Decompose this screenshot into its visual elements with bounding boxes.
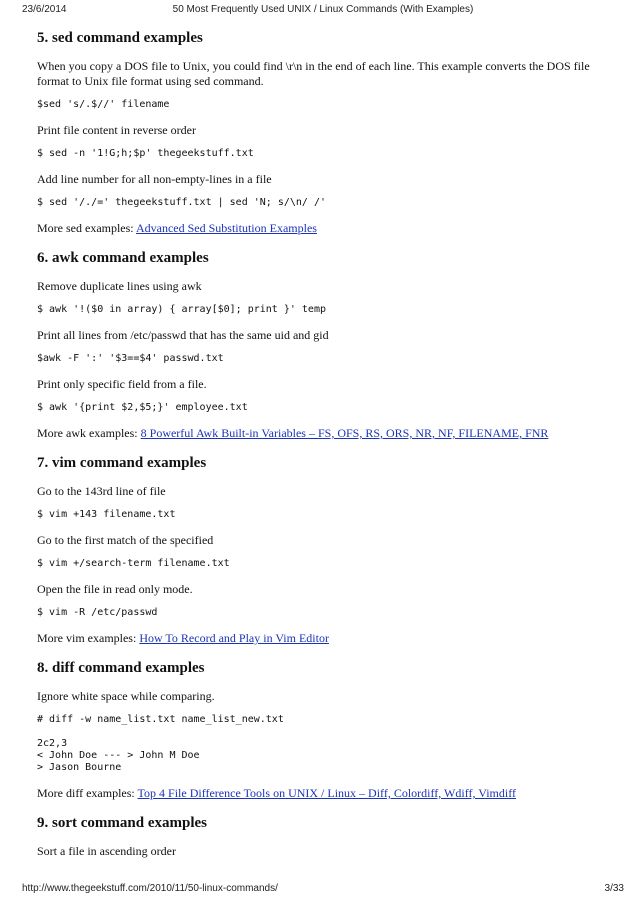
article-link[interactable]: Advanced Sed Substitution Examples [135, 221, 317, 235]
article-link[interactable]: Top 4 File Difference Tools on UNIX / Linux – Diff, Colordiff, Wdiff, Vimdiff [137, 786, 516, 800]
code-block: $ vim -R /etc/passwd [37, 607, 158, 618]
more-examples-line [37, 786, 608, 801]
header-date: 23/6/2014 [22, 4, 67, 15]
paragraph: Sort a file in ascending order [37, 844, 176, 858]
paragraph: Go to the first match of the specified [37, 533, 214, 547]
paragraph: Print only specific field from a file. [37, 377, 207, 391]
section-heading: 5. sed command examples [37, 30, 203, 46]
more-examples-line [37, 631, 608, 646]
article-link[interactable]: 8 Powerful Awk Built-in Variables – FS, OFS, RS, ORS, NR, NF, FILENAME, FNR [140, 426, 549, 440]
more-examples-label: More sed examples: [37, 221, 136, 235]
footer-url[interactable]: http://www.thegeekstuff.com/2010/11/50-linux-commands/ [22, 883, 278, 894]
paragraph: Remove duplicate lines using awk [37, 279, 202, 293]
code-block: $ awk '{print $2,$5;}' employee.txt [37, 402, 248, 413]
code-block: $ vim +/search-term filename.txt [37, 558, 230, 569]
paragraph: When you copy a DOS file to Unix, you could find \r\n in the end of each line. This example converts the DOS file format to Unix file format using sed command. [37, 59, 590, 88]
article-content [37, 30, 608, 869]
code-block: $ sed '/./=' thegeekstuff.txt | sed 'N; s/\n/ /' [37, 197, 326, 208]
code-block: $sed 's/.$//' filename [37, 99, 170, 110]
paragraph: Print all lines from /etc/passwd that has the same uid and gid [37, 328, 329, 342]
code-block: $ vim +143 filename.txt [37, 509, 176, 520]
more-examples-line [37, 426, 608, 441]
paragraph: Open the file in read only mode. [37, 582, 193, 596]
code-block: # diff -w name_list.txt name_list_new.txt 2c2,3 < John Doe --- > John M Doe > Jason Bourne [37, 714, 284, 773]
code-block: $ sed -n '1!G;h;$p' thegeekstuff.txt [37, 148, 254, 159]
page-header [22, 4, 624, 18]
section-heading: 9. sort command examples [37, 815, 207, 831]
article-link[interactable]: How To Record and Play in Vim Editor [139, 631, 329, 645]
header-title: 50 Most Frequently Used UNIX / Linux Commands (With Examples) [172, 4, 474, 15]
paragraph: Ignore white space while comparing. [37, 689, 215, 703]
more-examples-label: More diff examples: [37, 786, 138, 800]
more-examples-label: More vim examples: [37, 631, 140, 645]
code-block: $awk -F ':' '$3==$4' passwd.txt [37, 353, 224, 364]
more-examples-label: More awk examples: [37, 426, 141, 440]
more-examples-line [37, 221, 608, 236]
paragraph: Add line number for all non-empty-lines in a file [37, 172, 272, 186]
page-number: 3/33 [604, 883, 624, 894]
page-footer [22, 883, 624, 897]
section-heading: 8. diff command examples [37, 660, 205, 676]
paragraph: Go to the 143rd line of file [37, 484, 166, 498]
code-block: $ awk '!($0 in array) { array[$0]; print }' temp [37, 304, 326, 315]
section-heading: 7. vim command examples [37, 455, 207, 471]
section-heading: 6. awk command examples [37, 250, 209, 266]
paragraph: Print file content in reverse order [37, 123, 196, 137]
